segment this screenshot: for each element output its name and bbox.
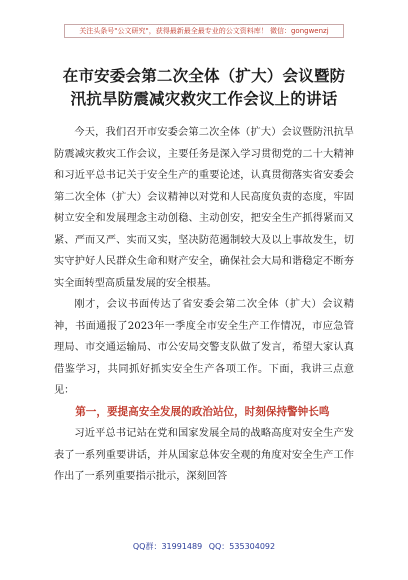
- banner-text: 关注头条号"公文研究"，获得最新最全最专业的公文资料库！ 微信：gongwenzj: [79, 27, 329, 35]
- paragraph-report: 刚才，会议书面传达了省安委会第二次全体（扩大）会议精神，书面通报了2023年一季度全市安全生产工作情况，市应急管理局、市交通运输局、市公安局交警支队做了发言，希望大家认真借鉴学习，共同抓好抓实安全生产各项工作。下面，我讲三点意见：: [54, 299, 354, 396]
- paragraph-opening: 今天，我们召开市安委会第二次全体（扩大）会议暨防汛抗旱防震减灾救灾工作会议，主要任务是深入学习贯彻党的二十大精神和习近平总书记关于安全生产的重要论述，认真贯彻落实省安委会第二次全体（扩大）会议精神以对党和人民高度负责的态度，牢固树立安全和发展理念主动创稳、主动创安，把安全生产抓得紧而又紧、严而又严、实而又实，坚决防范遏制较大及以上事故发生，切实守护好人民群众生命和财产安全，确保社会大局和谐稳定不断夯实全面转型高质量发展的安全根基。: [54, 127, 354, 289]
- title-line-1: 在市安委会第二次全体（扩大）会议暨防: [62, 66, 346, 85]
- document-title: [40, 64, 368, 110]
- section-heading-first: 第一，要提高安全发展的政治站位，时刻保持警钟长鸣: [75, 405, 330, 418]
- top-promo-banner: [64, 24, 344, 38]
- document-body: [54, 122, 354, 488]
- footer-contact: QQ群：31991489 QQ：535304092: [132, 542, 276, 551]
- title-line-2: 汛抗旱防震减灾救灾工作会议上的讲话: [70, 89, 338, 108]
- paragraph-section-first: 习近平总书记站在党和国家发展全局的战略高度对安全生产发表了一系列重要讲话，并从国家总体安全观的角度对安全生产工作作出了一系列重要指示批示，深刻回答: [54, 428, 354, 482]
